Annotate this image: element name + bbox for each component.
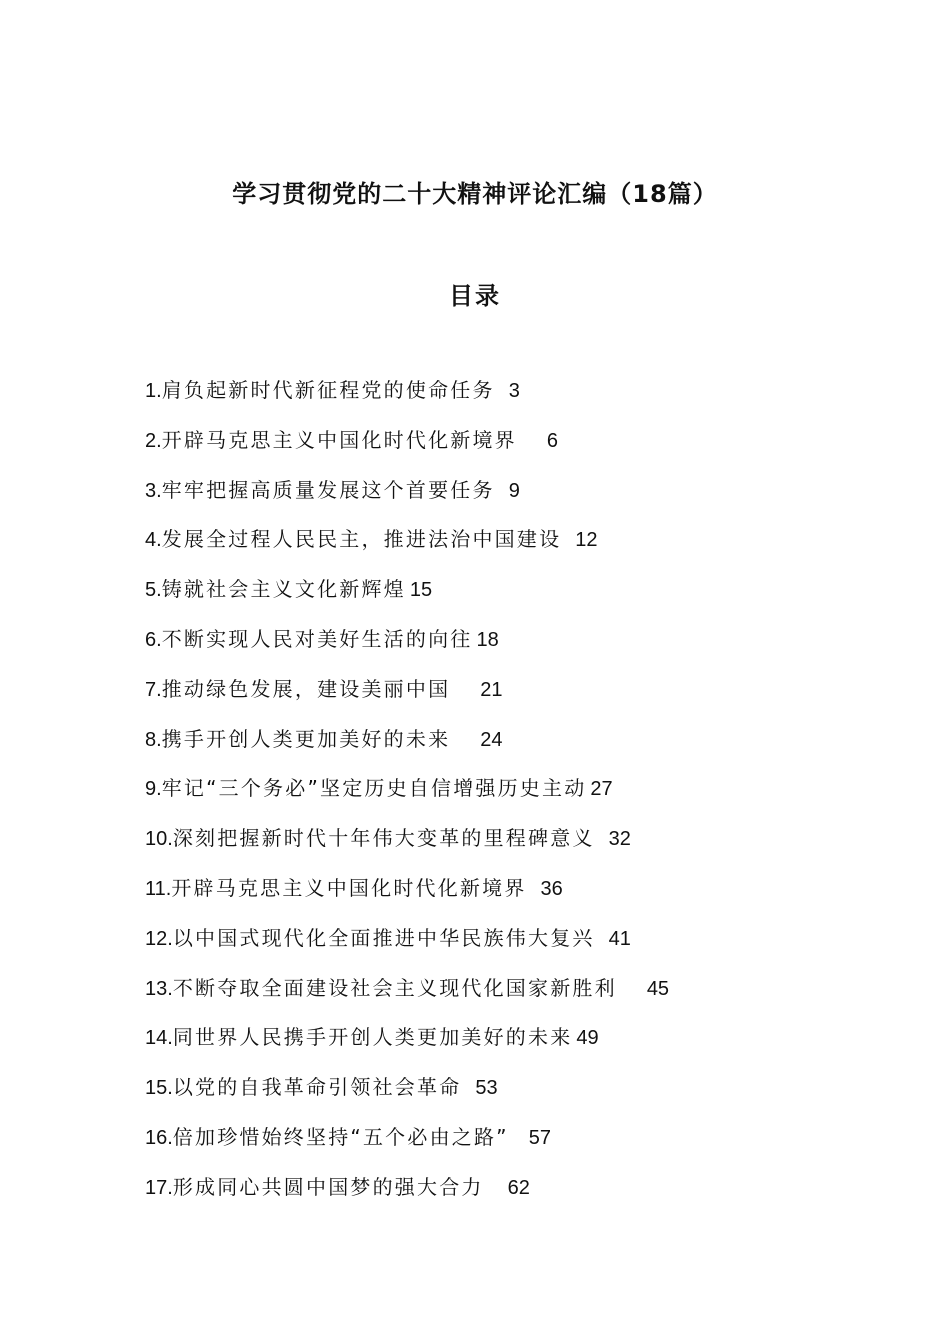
toc-entry-title: 发展全过程人民民主，推进法治中国建设 bbox=[161, 527, 562, 552]
toc-entry-title: 以中国式现代化全面推进中华民族伟大复兴 bbox=[172, 925, 595, 950]
toc-entry[interactable] bbox=[145, 920, 845, 970]
toc-entry-number: 11. bbox=[145, 877, 172, 900]
toc-entry-page: 6 bbox=[546, 429, 559, 452]
toc-entry-page: 18 bbox=[476, 628, 499, 651]
toc-entry-title: 牢牢把握高质量发展这个首要任务 bbox=[161, 477, 495, 502]
toc-entry[interactable] bbox=[145, 970, 845, 1020]
toc-entry-page: 62 bbox=[507, 1176, 530, 1199]
toc-entry-title: 不断实现人民对美好生活的向往 bbox=[161, 626, 473, 651]
toc-entry-page: 24 bbox=[480, 728, 503, 751]
toc-entry-number: 2. bbox=[145, 429, 162, 452]
toc-entry-title: 不断夺取全面建设社会主义现代化国家新胜利 bbox=[172, 975, 617, 1000]
toc-entry-number: 1. bbox=[145, 380, 162, 402]
toc-entry[interactable] bbox=[145, 372, 845, 422]
toc-entry-page: 57 bbox=[528, 1126, 551, 1149]
toc-entry-title: 倍加珍惜始终坚持“五个必由之路” bbox=[172, 1124, 509, 1149]
toc-entry[interactable] bbox=[145, 820, 845, 870]
toc-entry-page: 41 bbox=[608, 927, 631, 950]
toc-entry-title: 以党的自我革命引领社会革命 bbox=[172, 1075, 462, 1100]
toc-heading: 目录 bbox=[449, 282, 501, 310]
toc-entry[interactable] bbox=[145, 770, 845, 820]
toc-entry-page: 21 bbox=[480, 678, 503, 701]
toc-entry-page: 9 bbox=[508, 479, 520, 502]
toc-entry[interactable] bbox=[145, 1069, 845, 1119]
toc-entry-page: 49 bbox=[576, 1027, 599, 1050]
toc-entry[interactable] bbox=[145, 621, 845, 671]
toc-entry-number: 5. bbox=[145, 579, 162, 602]
toc-entry-page: 36 bbox=[540, 877, 563, 900]
toc-entry-title: 铸就社会主义文化新辉煌 bbox=[161, 577, 406, 602]
toc-entry-number: 16. bbox=[145, 1126, 173, 1149]
toc-entry[interactable] bbox=[145, 870, 845, 920]
toc-entry[interactable] bbox=[145, 1119, 845, 1169]
toc-entry-title: 形成同心共圆中国梦的强大合力 bbox=[172, 1174, 484, 1199]
toc-entry-page: 27 bbox=[590, 778, 613, 801]
toc-entry-page: 32 bbox=[608, 828, 631, 851]
toc-entry-number: 17. bbox=[145, 1176, 173, 1199]
toc-entry-page: 45 bbox=[646, 977, 670, 1000]
toc-entry[interactable] bbox=[145, 472, 845, 522]
toc-entry-number: 12. bbox=[145, 927, 173, 950]
document-title: 学习贯彻党的二十大精神评论汇编（18篇） bbox=[232, 180, 718, 208]
toc-entry-page: 15 bbox=[409, 579, 433, 602]
toc-entry[interactable] bbox=[145, 721, 845, 771]
toc-entry[interactable] bbox=[145, 571, 845, 621]
toc-entry-number: 7. bbox=[145, 678, 162, 701]
toc-entry-page: 3 bbox=[508, 380, 520, 402]
toc-entry[interactable] bbox=[145, 1169, 845, 1219]
toc-entry-title: 开辟马克思主义中国化时代化新境界 bbox=[171, 875, 527, 900]
toc-entry-title: 深刻把握新时代十年伟大变革的里程碑意义 bbox=[172, 826, 595, 851]
toc-entry-title: 牢记“三个务必”坚定历史自信增强历史主动 bbox=[161, 776, 587, 801]
toc-entry-title: 肩负起新时代新征程党的使命任务 bbox=[161, 378, 495, 402]
toc-entry[interactable] bbox=[145, 671, 845, 721]
table-of-contents bbox=[145, 372, 845, 1219]
toc-entry-number: 8. bbox=[145, 728, 162, 751]
toc-entry-number: 6. bbox=[145, 628, 162, 651]
toc-entry-number: 4. bbox=[145, 529, 162, 552]
toc-entry[interactable] bbox=[145, 422, 845, 472]
toc-entry-number: 13. bbox=[145, 977, 173, 1000]
toc-entry-number: 9. bbox=[145, 778, 162, 801]
toc-entry[interactable] bbox=[145, 1019, 845, 1069]
toc-entry-title: 开辟马克思主义中国化时代化新境界 bbox=[161, 427, 517, 452]
toc-entry-page: 12 bbox=[575, 529, 598, 552]
toc-entry-title: 推动绿色发展，建设美丽中国 bbox=[161, 676, 451, 701]
toc-entry-number: 15. bbox=[145, 1077, 173, 1100]
toc-entry-page: 53 bbox=[475, 1077, 498, 1100]
toc-entry-number: 3. bbox=[145, 479, 162, 502]
toc-entry-title: 携手开创人类更加美好的未来 bbox=[161, 726, 451, 751]
toc-entry[interactable] bbox=[145, 521, 845, 571]
toc-entry-number: 14. bbox=[145, 1027, 173, 1050]
toc-entry-number: 10. bbox=[145, 828, 173, 851]
toc-entry-title: 同世界人民携手开创人类更加美好的未来 bbox=[172, 1025, 573, 1050]
